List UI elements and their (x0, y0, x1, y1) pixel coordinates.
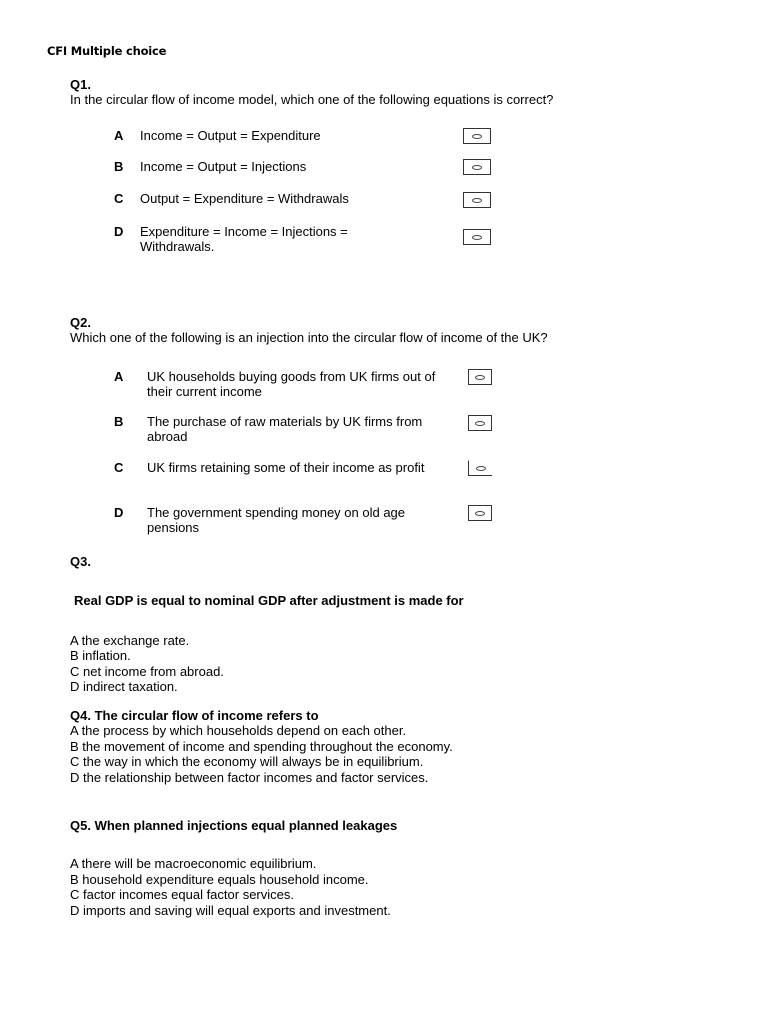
q5-question-text: Q5. When planned injections equal planned leakages (70, 818, 398, 833)
q2-option-b-text: The purchase of raw materials by UK firms from abroad (147, 414, 423, 444)
q4-option-d: D the relationship between factor incomes and factor services. (70, 770, 429, 785)
q1-option-a-letter: A (114, 128, 124, 143)
q1-option-d-letter: D (114, 224, 124, 239)
radio-circle-icon (475, 511, 485, 516)
q3-option-b: B inflation. (70, 648, 131, 663)
q1-question-text: In the circular flow of income model, which one of the following equations is correct? (70, 92, 554, 107)
q2-option-a-letter: A (114, 369, 124, 384)
q2-option-a-text: UK households buying goods from UK firms out of their current income (147, 369, 436, 399)
q4-question-text: Q4. The circular flow of income refers to (70, 708, 319, 723)
q2-option-c-text: UK firms retaining some of their income as profit (147, 460, 425, 475)
radio-circle-icon (475, 421, 485, 426)
q3-option-d: D indirect taxation. (70, 679, 178, 694)
q2-option-c-radio[interactable] (468, 460, 492, 476)
document-title: CFI Multiple choice (47, 44, 167, 58)
q2-option-d-text: The government spending money on old age pensions (147, 505, 406, 535)
q2-option-b-radio[interactable] (468, 415, 492, 431)
q2-option-c-letter: C (114, 460, 124, 475)
q5-option-b: B household expenditure equals household income. (70, 872, 369, 887)
q2-option-d-letter: D (114, 505, 124, 520)
radio-circle-icon (472, 165, 482, 170)
q3-question-text: Real GDP is equal to nominal GDP after adjustment is made for (74, 593, 464, 608)
q5-option-d: D imports and saving will equal exports and investment. (70, 903, 391, 918)
q2-option-d-radio[interactable] (468, 505, 492, 521)
radio-circle-icon (472, 235, 482, 240)
q1-option-c-letter: C (114, 191, 124, 206)
q1-label: Q1. (70, 77, 91, 92)
q2-label: Q2. (70, 315, 91, 330)
q1-option-c-radio[interactable] (463, 192, 491, 208)
q4-option-b: B the movement of income and spending throughout the economy. (70, 739, 453, 754)
q4-option-a: A the process by which households depend on each other. (70, 723, 407, 738)
q5-option-a: A there will be macroeconomic equilibrium. (70, 856, 317, 871)
q1-option-b-text: Income = Output = Injections (140, 159, 307, 174)
q2-option-b-letter: B (114, 414, 124, 429)
q1-option-a-radio[interactable] (463, 128, 491, 144)
q1-option-b-letter: B (114, 159, 124, 174)
radio-circle-icon (475, 375, 485, 380)
q5-option-c: C factor incomes equal factor services. (70, 887, 294, 902)
radio-circle-icon (476, 466, 486, 471)
q4-option-c: C the way in which the economy will always be in equilibrium. (70, 754, 424, 769)
q2-question-text: Which one of the following is an injection into the circular flow of income of the UK? (70, 330, 548, 345)
q3-label: Q3. (70, 554, 91, 569)
q3-option-c: C net income from abroad. (70, 664, 224, 679)
q2-option-a-radio[interactable] (468, 369, 492, 385)
radio-circle-icon (472, 134, 482, 139)
q1-option-c-text: Output = Expenditure = Withdrawals (140, 191, 349, 206)
q1-option-d-text: Expenditure = Income = Injections = Withdrawals. (140, 224, 348, 254)
q1-option-b-radio[interactable] (463, 159, 491, 175)
q1-option-a-text: Income = Output = Expenditure (140, 128, 321, 143)
q1-option-d-radio[interactable] (463, 229, 491, 245)
radio-circle-icon (472, 198, 482, 203)
q3-option-a: A the exchange rate. (70, 633, 190, 648)
